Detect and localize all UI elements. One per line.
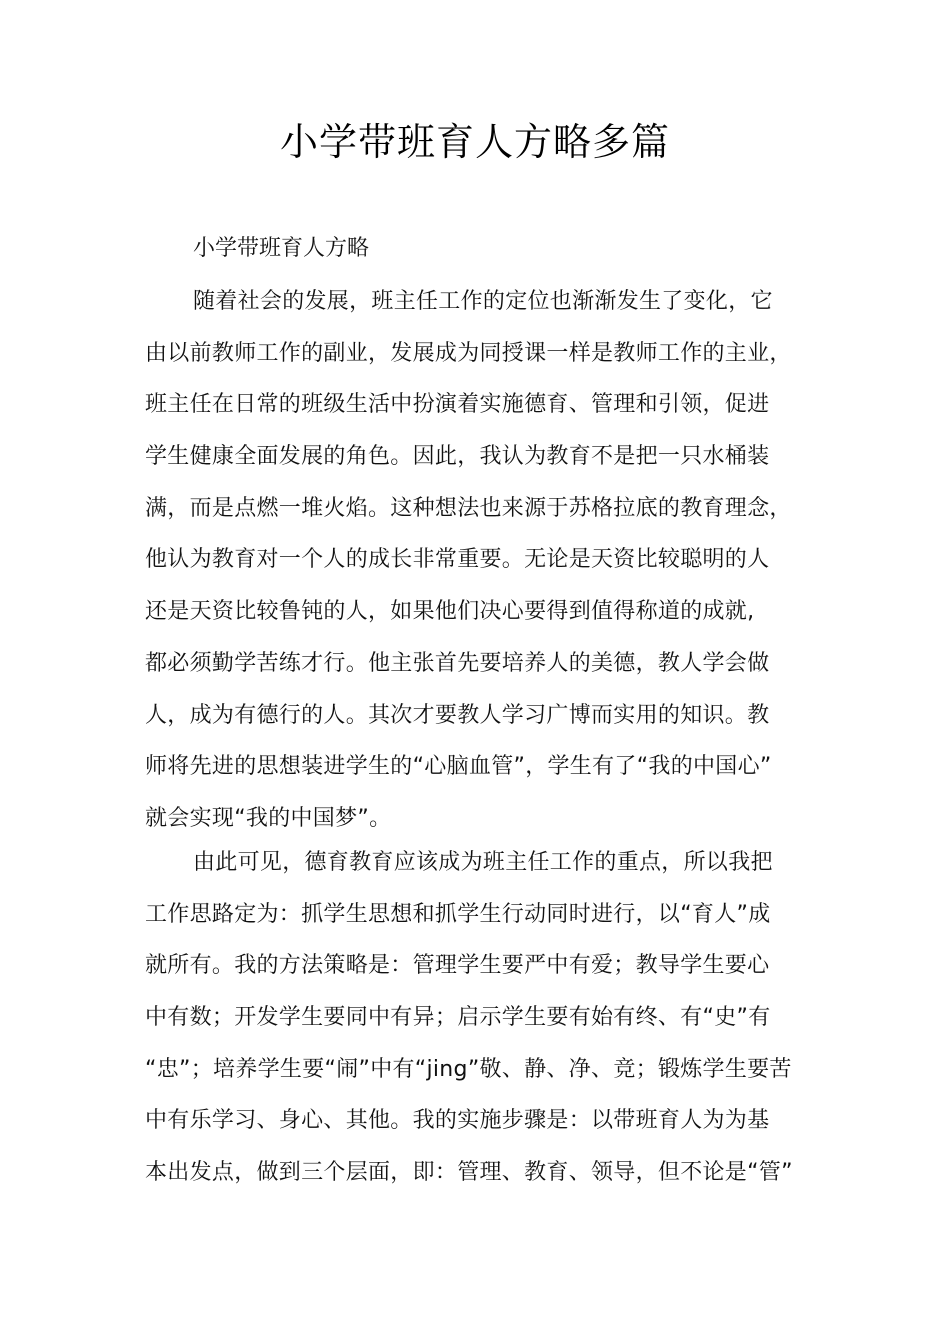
paragraph-line: 中有乐学习、身心、其他。我的实施步骤是：以带班育人为为基: [145, 1108, 770, 1134]
document-title: 小学带班育人方略多篇: [279, 120, 670, 164]
paragraph-line: 就会实现“我的中国梦”。: [145, 805, 392, 831]
paragraph-line: 本出发点，做到三个层面，即：管理、教育、领导，但不论是“管”: [145, 1160, 793, 1186]
paragraph-line: 中有数；开发学生要同中有异；启示学生要有始有终、有“史”有: [145, 1005, 771, 1031]
paragraph-line: 由此可见，德育教育应该成为班主任工作的重点，所以我把: [193, 850, 773, 875]
paragraph-1: [145, 276, 810, 845]
paragraph-2: [145, 837, 810, 1199]
paragraph-line: 师将先进的思想装进学生的“心脑血管”，学生有了“我的中国心”: [145, 754, 772, 780]
paragraph-line: 还是天资比较鲁钝的人，如果他们决心要得到值得称道的成就,: [145, 599, 755, 625]
paragraph-line: 班主任在日常的班级生活中扮演着实施德育、管理和引领，促进: [145, 392, 770, 418]
paragraph-line: 学生健康全面发展的角色。因此，我认为教育不是把一只水桶装: [145, 444, 770, 470]
paragraph-line: 随着社会的发展，班主任工作的定位也渐渐发生了变化，它: [193, 289, 773, 314]
paragraph-line: 就所有。我的方法策略是：管理学生要严中有爱；教导学生要心: [145, 953, 770, 979]
paragraph-line: 他认为教育对一个人的成长非常重要。无论是天资比较聪明的人: [145, 547, 770, 573]
paragraph-line: “忠”；培养学生要“闹”中有“jing”敬、静、净、竞；锻炼学生要苦: [145, 1056, 792, 1082]
paragraph-line: 由以前教师工作的副业，发展成为同授课一样是教师工作的主业，: [145, 340, 792, 366]
paragraph-line: 满，而是点燃一堆火焰。这种想法也来源于苏格拉底的教育理念，: [145, 495, 792, 521]
paragraph-line: 都必须勤学苦练才行。他主张首先要培养人的美德，教人学会做: [145, 650, 770, 676]
section-heading: 小学带班育人方略: [193, 236, 370, 261]
paragraph-line: 工作思路定为：抓学生思想和抓学生行动同时进行，以“育人”成: [145, 901, 771, 927]
paragraph-line: 人，成为有德行的人。其次才要教人学习广博而实用的知识。教: [145, 702, 770, 728]
